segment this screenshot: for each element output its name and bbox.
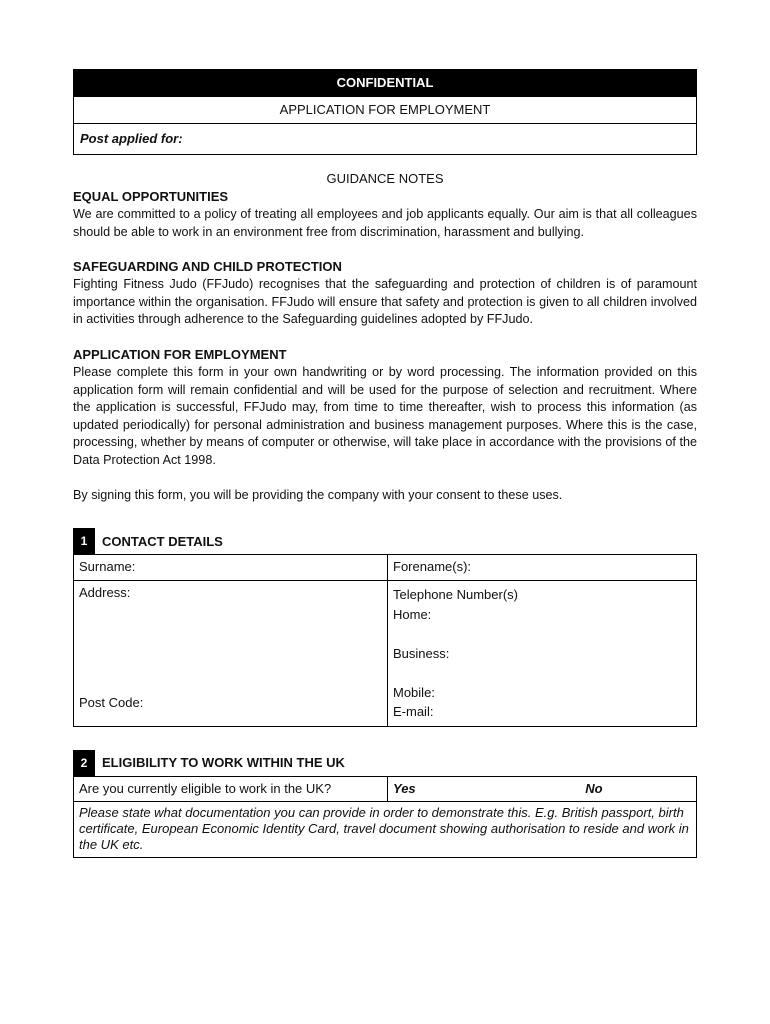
- home-phone-label: Home:: [393, 606, 432, 622]
- mobile-phone-label: Mobile:: [393, 684, 435, 700]
- telephone-label: Telephone Number(s): [393, 587, 519, 603]
- confidential-banner: CONFIDENTIAL: [74, 70, 696, 96]
- contact-details-header: [73, 528, 697, 554]
- no-option[interactable]: No: [585, 780, 603, 796]
- section-title: CONTACT DETAILS: [102, 533, 223, 549]
- post-applied-field[interactable]: Post applied for:: [74, 123, 696, 154]
- eligibility-question: Are you currently eligible to work in the UK?: [74, 776, 388, 801]
- guidance-title: GUIDANCE NOTES: [326, 171, 444, 186]
- section-number: 1: [73, 528, 95, 554]
- form-header: [73, 69, 697, 155]
- email-label: E-mail:: [393, 704, 434, 720]
- application-heading: APPLICATION FOR EMPLOYMENT: [73, 346, 287, 362]
- consent-text: By signing this form, you will be providing the company with your consent to these uses.: [73, 487, 563, 502]
- eligibility-table: [73, 776, 697, 858]
- section-title: ELIGIBILITY TO WORK WITHIN THE UK: [102, 755, 345, 771]
- documentation-field[interactable]: Please state what documentation you can provide in order to demonstrate this. E.g. British passport, birth certificate, European Economic Identity Card, travel document showing authorisation to reside and work in the UK etc.: [74, 801, 697, 857]
- forename-field[interactable]: Forename(s):: [388, 555, 697, 581]
- business-phone-label: Business:: [393, 645, 450, 661]
- eligibility-header: [73, 750, 697, 776]
- safeguarding-text: Fighting Fitness Judo (FFJudo) recognises that the safeguarding and protection of children is of paramount importance within the organisation. FFJudo will ensure that safety and protection is given to all children involved in activities through adherence to the Safeguarding guidelines adopted by FFJudo.: [73, 277, 697, 327]
- surname-field[interactable]: Surname:: [74, 555, 388, 581]
- address-label: Address:: [79, 585, 131, 601]
- form-title: APPLICATION FOR EMPLOYMENT: [74, 96, 696, 123]
- section-number: 2: [73, 750, 95, 776]
- equal-opportunities-text: We are committed to a policy of treating all employees and job applicants equally. Our aim is that all colleagues should be able to work in an environment free from discrimination, harassment and bullying.: [73, 207, 697, 239]
- post-code-label: Post Code:: [79, 694, 144, 710]
- telephone-numbers-field[interactable]: [388, 581, 697, 727]
- eligibility-answer[interactable]: [388, 776, 697, 801]
- yes-option[interactable]: Yes: [393, 780, 416, 796]
- application-text: Please complete this form in your own handwriting or by word processing. The information provided on this application form will remain confidential and will be used for the purpose of selection and recruitment. Where the application is successful, FFJudo may, from time to time thereafter, wish to process this information (as updated periodically) for personal administration and business management purposes. Where this is the case, processing, whether by means of computer or otherwise, will take place in accordance with the provisions of the Data Protection Act 1998.: [73, 364, 697, 467]
- safeguarding-heading: SAFEGUARDING AND CHILD PROTECTION: [73, 259, 342, 275]
- equal-opportunities-heading: EQUAL OPPORTUNITIES: [73, 189, 229, 204]
- address-field[interactable]: [74, 581, 388, 727]
- contact-details-table: [73, 554, 697, 727]
- application-form-page: [73, 69, 697, 858]
